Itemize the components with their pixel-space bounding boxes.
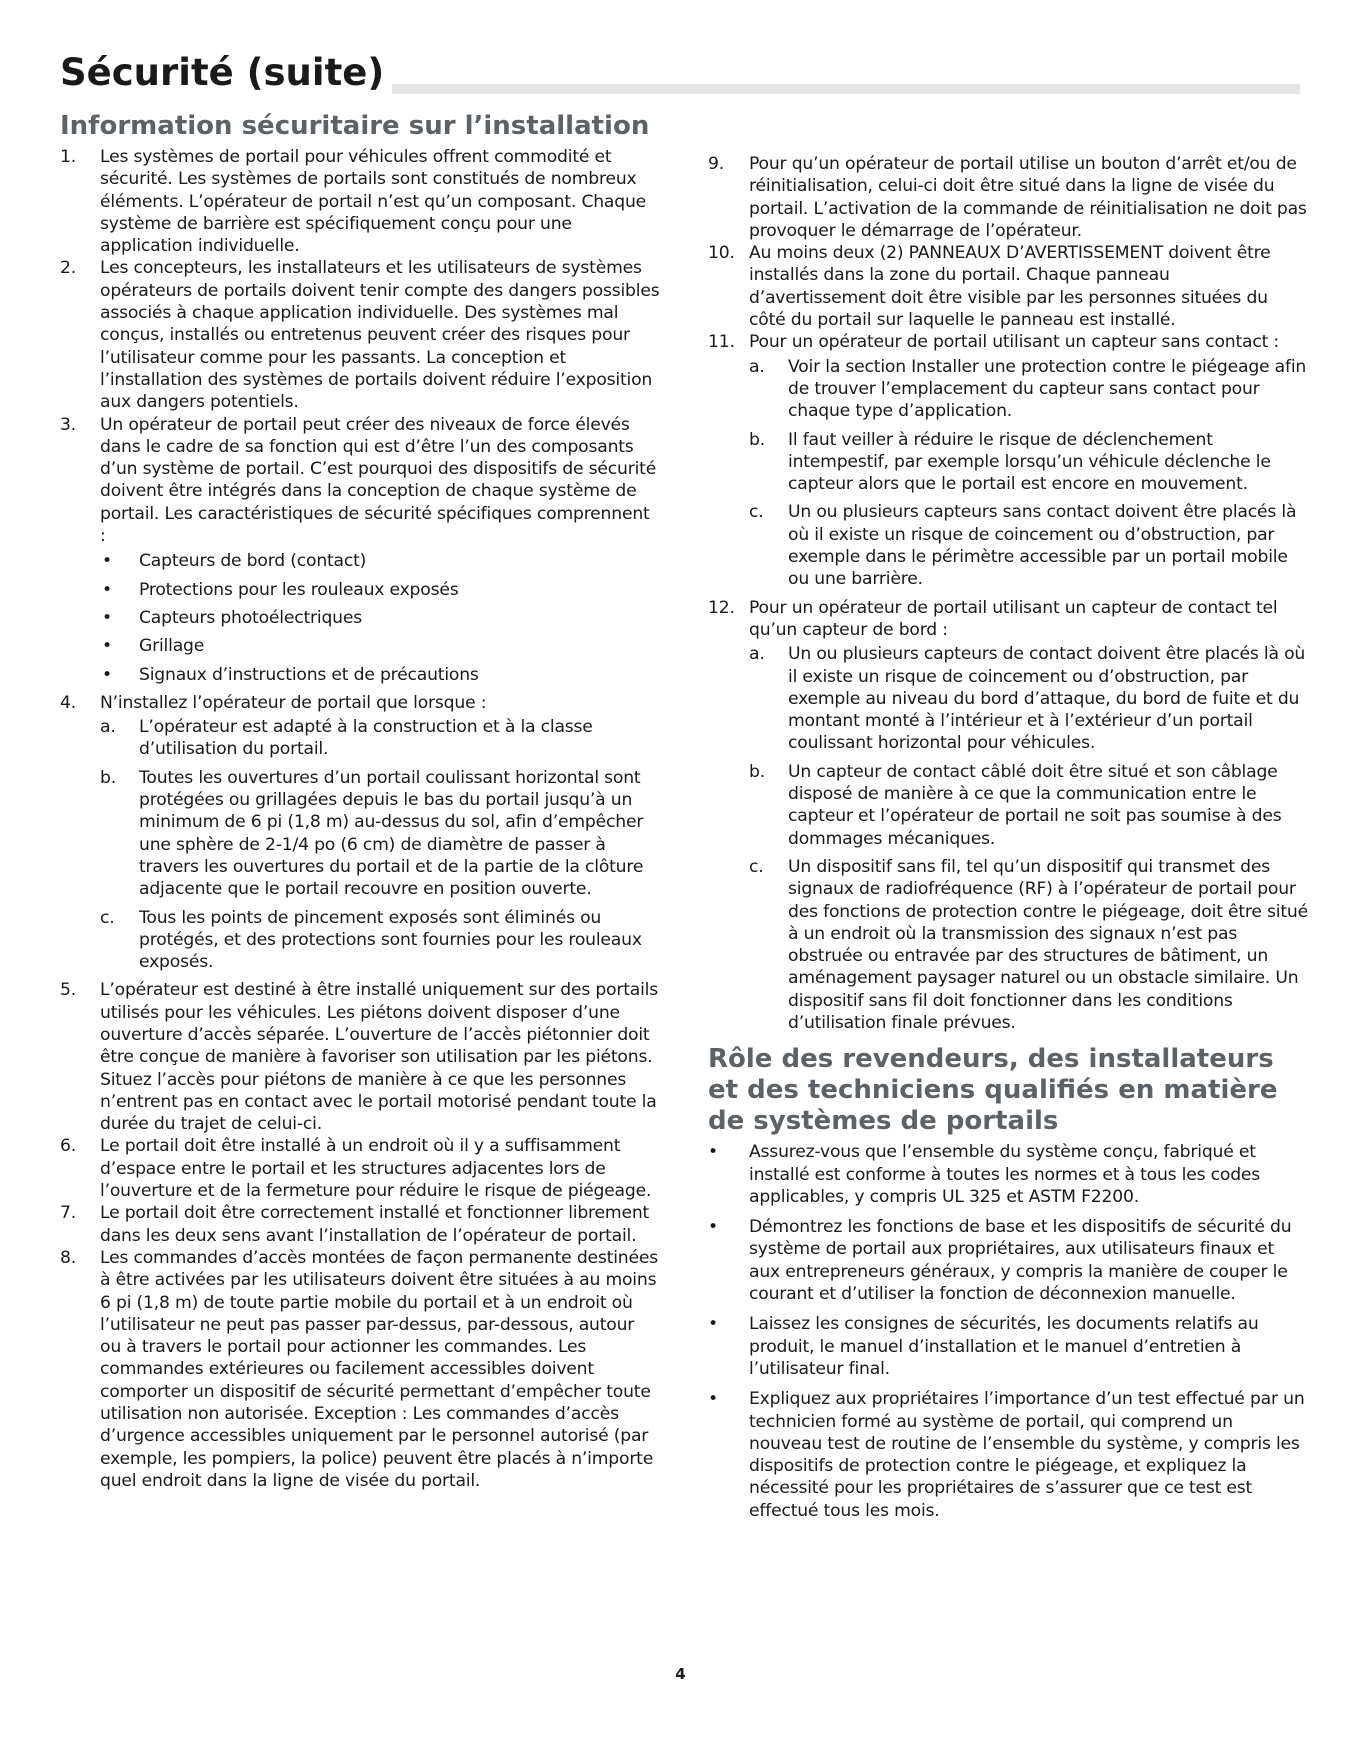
item-text: Au moins deux (2) PANNEAUX D’AVERTISSEMENT doivent être installés dans la zone du portail. Chaque panneau d’avertissement doit être visible par les personnes situées du côté du portail sur laquelle le panneau est installé. [749, 243, 1271, 331]
sub-item [749, 501, 1308, 590]
sub-item [749, 856, 1308, 1034]
item-number: 1. [60, 147, 76, 167]
list-item [60, 1135, 660, 1202]
item-number: 12. [708, 597, 735, 618]
sub-item [749, 429, 1308, 496]
page-number: 4 [675, 1665, 686, 1683]
installation-list [60, 146, 660, 1492]
bullet-text: Capteurs de bord (contact) [139, 551, 367, 572]
list-item [708, 153, 1308, 242]
sub-item [749, 356, 1308, 423]
bullet-item [100, 579, 660, 601]
sub-letter: c. [100, 907, 115, 928]
bullet-dot: • [102, 579, 112, 600]
item-number: 11. [708, 332, 735, 353]
sub-item [749, 761, 1308, 850]
bullet-dot: • [102, 664, 112, 685]
list-item [60, 979, 660, 1135]
sub-text: Un dispositif sans fil, tel qu’un dispositif qui transmet des signaux de radiofréquence (RF) à l’opérateur de portail pour des fonctions de protection contre le piégeage, doit être situé à un endroit où la transmission des signaux n’est pas obstruée ou entravée par des structures de bâtiment, un aménagement paysager naturel ou un obstacle similaire. Un dispositif sans fil doit fonctionner dans les conditions d’utilisation finale prévues. [788, 856, 1308, 1033]
item-number: 2. [60, 258, 76, 279]
item-text: N’installez l’opérateur de portail que lorsque : [100, 692, 487, 713]
sub-letter: a. [749, 644, 765, 665]
list-item [60, 414, 660, 686]
roles-bullet-list [708, 1141, 1308, 1522]
bullet-dot: • [102, 636, 112, 657]
sub-letter: c. [749, 856, 764, 877]
list-item [60, 692, 660, 974]
bullet-item [100, 664, 660, 686]
sub-letter: b. [749, 761, 765, 782]
sub-list [100, 716, 660, 973]
sub-item [100, 907, 660, 974]
list-item [60, 257, 660, 413]
bullet-dot: • [708, 1314, 718, 1335]
bullet-text: Signaux d’instructions et de précautions [139, 664, 479, 685]
item-text: Pour qu’un opérateur de portail utilise un bouton d’arrêt et/ou de réinitialisation, celui-ci doit être situé dans la ligne de visée du portail. L’activation de la commande de réinitialisation ne doit pas provoquer le démarrage de l’opérateur. [749, 154, 1307, 241]
sub-letter: b. [749, 429, 765, 450]
item-text: Le portail doit être installé à un endroit où il y a suffisamment d’espace entre le portail et les structures adjacentes lors de l’ouverture et de la fermeture pour réduire le risque de piégeage. [100, 1136, 652, 1202]
sub-text: Un capteur de contact câblé doit être situé et son câblage disposé de manière à ce que la communication entre le capteur et l’opérateur de portail ne soit pas soumise à des dommages mécaniques. [788, 761, 1282, 849]
bullet-text: Capteurs photoélectriques [139, 607, 362, 628]
item-text: Pour un opérateur de portail utilisant un capteur sans contact : [749, 332, 1279, 353]
bullet-item [708, 1141, 1308, 1208]
bullet-dot: • [708, 1217, 718, 1238]
bullet-text: Expliquez aux propriétaires l’importance d’un test effectué par un technicien formé au système de portail, qui comprend un nouveau test de routine de l’ensemble du système, y compris les dispositifs de protection contre le piégeage, et expliquez la nécessité pour les propriétaires de s’assurer que ce test est effectué tous les mois. [749, 1389, 1305, 1521]
item-text: Pour un opérateur de portail utilisant un capteur de contact tel qu’un capteur de bord : [749, 597, 1278, 640]
sub-text: Un ou plusieurs capteurs sans contact doivent être placés là où il existe un risque de coincement ou d’obstruction, par exemple dans le périmètre accessible par un portail mobile ou une barrière. [788, 502, 1297, 590]
sub-letter: a. [749, 356, 765, 377]
bullet-item [708, 1313, 1308, 1380]
roles-heading: Rôle des revendeurs, des installateurs et des techniciens qualifiés en matière de systèmes de portails [708, 1044, 1278, 1137]
item-text: Les concepteurs, les installateurs et les utilisateurs de systèmes opérateurs de portails doivent tenir compte des dangers possibles associés à chaque application individuelle. Des systèmes mal conçus, installés ou entretenus peuvent créer des risques pour l’utilisateur comme pour les passants. La conception et l’installation des systèmes de portails doivent réduire l’exposition aux dangers potentiels. [100, 258, 660, 413]
list-item [60, 1247, 660, 1492]
left-column [60, 111, 660, 1492]
sub-text: Un ou plusieurs capteurs de contact doivent être placés là où il existe un risque de coincement ou d’obstruction, par exemple au niveau du bord d’attaque, du bord de fuite et du montant monté à l’intérieur et à l’extérieur d’un portail coulissant horizontal pour véhicules. [788, 644, 1306, 754]
item-number: 9. [708, 154, 724, 174]
list-item [708, 597, 1308, 1035]
item-text: L’opérateur est destiné à être installé uniquement sur des portails utilisés pour les véhicules. Les piétons doivent disposer d’une ouverture d’accès séparée. L’ouverture de l’accès piétonnier doit être conçue de manière à favoriser son utilisation par les piétons. Situez l’accès pour piétons de manière à ce que les personnes n’entrent pas en contact avec le portail motorisé pendant toute la durée du trajet de celui-ci. [100, 980, 659, 1135]
item-number: 3. [60, 414, 76, 435]
sub-letter: b. [100, 767, 116, 788]
item-number: 4. [60, 692, 76, 713]
page-title-row [60, 50, 1300, 96]
sub-letter: c. [749, 502, 764, 523]
bullet-item [708, 1216, 1308, 1305]
bullet-text: Assurez-vous que l’ensemble du système conçu, fabriqué et installé est conforme à toutes les normes et à tous les codes applicables, y compris UL 325 et ASTM F2200. [749, 1142, 1261, 1207]
sub-letter: a. [100, 717, 116, 738]
item-number: 5. [60, 980, 76, 1001]
item-text: Un opérateur de portail peut créer des niveaux de force élevés dans le cadre de sa fonction qui est d’être l’un des composants d’un système de portail. C’est pourquoi des dispositifs de sécurité doivent être intégrés dans la conception de chaque système de portail. Les caractéristiques de sécurité spécifiques comprennent : [100, 414, 657, 547]
bullet-text: Protections pour les rouleaux exposés [139, 579, 459, 600]
sub-item [100, 716, 660, 761]
installation-heading: Information sécuritaire sur l’installation [60, 111, 650, 141]
sub-text: Toutes les ouvertures d’un portail coulissant horizontal sont protégées ou grillagées depuis le bas du portail jusqu’à un minimum de 6 pi (1,8 m) au-dessus du sol, afin d’empêcher une sphère de 2-1/4 po (6 cm) de diamètre de passer à travers les ouvertures du portail et de la partie de la clôture adjacente que le portail recouvre en position ouverte. [139, 767, 644, 900]
features-bullet-list [100, 550, 660, 685]
item-number: 10. [708, 243, 735, 264]
sub-list [749, 643, 1308, 1034]
bullet-dot: • [102, 551, 112, 572]
bullet-text: Démontrez les fonctions de base et les dispositifs de sécurité du système de portail aux propriétaires, aux utilisateurs finaux et aux entrepreneurs généraux, y compris la manière de couper le courant et d’utiliser la fonction de déconnexion manuelle. [749, 1217, 1292, 1305]
sub-text: L’opérateur est adapté à la construction et à la classe d’utilisation du portail. [139, 717, 593, 760]
sub-text: Tous les points de pincement exposés sont éliminés ou protégés, et des protections sont fournies pour les rouleaux exposés. [139, 907, 642, 973]
list-item [60, 146, 660, 257]
bullet-item [100, 635, 660, 657]
page-title: Sécurité (suite) [60, 50, 392, 96]
sub-list [749, 356, 1308, 591]
item-text: Les commandes d’accès montées de façon permanente destinées à être activées par les utilisateurs doivent être situées à au moins 6 pi (1,8 m) de toute partie mobile du portail et à un endroit où l’utilisateur ne peut pas passer par-dessus, par-dessous, autour ou à travers le portail pour actionner les commandes. Les commandes extérieures ou facilement accessibles doivent comporter un dispositif de sécurité permettant d’empêcher toute utilisation non autorisée. Exception : Les commandes d’accès d’urgence accessibles uniquement par le personnel autorisé (par exemple, les pompiers, la police) peuvent être placés à n’importe quel endroit dans la ligne de visée du portail. [100, 1247, 658, 1491]
item-number: 8. [60, 1247, 76, 1268]
bullet-dot: • [708, 1142, 718, 1163]
bullet-text: Grillage [139, 636, 205, 657]
item-number: 7. [60, 1203, 76, 1224]
bullet-text: Laissez les consignes de sécurités, les documents relatifs au produit, le manuel d’installation et le manuel d’entretien à l’utilisateur final. [749, 1314, 1259, 1379]
bullet-item [100, 550, 660, 572]
installation-list-continued [708, 153, 1308, 1034]
right-column [708, 153, 1308, 1530]
bullet-item [708, 1388, 1308, 1522]
item-number: 6. [60, 1136, 76, 1157]
list-item [60, 1202, 660, 1247]
sub-text: Voir la section Installer une protection contre le piégeage afin de trouver l’emplacement du capteur sans contact pour chaque type d’application. [788, 356, 1307, 422]
item-text: Les systèmes de portail pour véhicules offrent commodité et sécurité. Les systèmes de portails sont constitués de nombreux éléments. L’opérateur de portail n’est qu’un composant. Chaque système de barrière est spécifiquement conçu pour une application individuelle. [100, 147, 647, 257]
item-text: Le portail doit être correctement installé et fonctionner librement dans les deux sens avant l’installation de l’opérateur de portail. [100, 1203, 650, 1246]
sub-item [749, 643, 1308, 754]
bullet-dot: • [708, 1389, 718, 1410]
sub-item [100, 767, 660, 901]
list-item [708, 331, 1308, 590]
sub-text: Il faut veiller à réduire le risque de déclenchement intempestif, par exemple lorsqu’un véhicule déclenche le capteur alors que le portail est encore en mouvement. [788, 429, 1271, 495]
list-item [708, 242, 1308, 331]
bullet-dot: • [102, 607, 112, 628]
bullet-item [100, 607, 660, 629]
